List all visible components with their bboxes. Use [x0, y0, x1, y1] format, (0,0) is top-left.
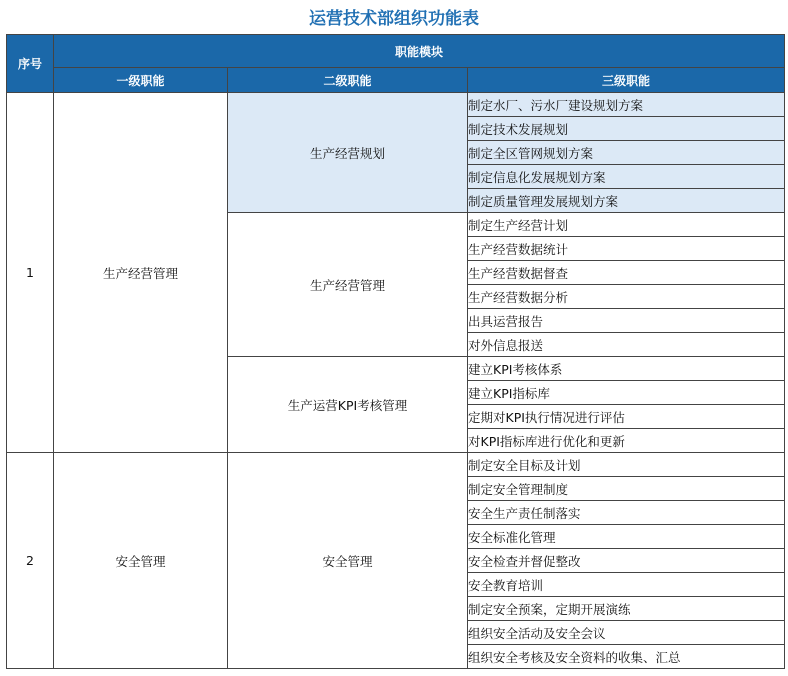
level3-cell: 对KPI指标库进行优化和更新 — [468, 429, 785, 453]
level3-cell: 制定水厂、污水厂建设规划方案 — [468, 93, 785, 117]
level3-cell: 安全检查并督促整改 — [468, 549, 785, 573]
level3-cell: 制定生产经营计划 — [468, 213, 785, 237]
level1-cell: 安全管理 — [54, 453, 228, 669]
level3-cell: 出具运营报告 — [468, 309, 785, 333]
level3-cell: 生产经营数据统计 — [468, 237, 785, 261]
level3-cell: 生产经营数据督查 — [468, 261, 785, 285]
level2-cell: 生产运营KPI考核管理 — [228, 357, 468, 453]
table-row — [7, 93, 785, 117]
seq-cell: 1 — [7, 93, 54, 453]
table-row — [7, 453, 785, 477]
header-level3: 三级职能 — [468, 68, 785, 93]
page-title: 运营技术部组织功能表 — [309, 9, 479, 29]
level3-cell: 制定技术发展规划 — [468, 117, 785, 141]
function-table — [6, 34, 785, 669]
level3-cell: 组织安全考核及安全资料的收集、汇总 — [468, 645, 785, 669]
level3-cell: 制定安全目标及计划 — [468, 453, 785, 477]
level3-cell: 制定安全管理制度 — [468, 477, 785, 501]
header-level2: 二级职能 — [228, 68, 468, 93]
level3-cell: 安全教育培训 — [468, 573, 785, 597]
level3-cell: 生产经营数据分析 — [468, 285, 785, 309]
level2-cell: 生产经营规划 — [228, 93, 468, 213]
level3-cell: 制定质量管理发展规划方案 — [468, 189, 785, 213]
level3-cell: 制定安全预案，定期开展演练 — [468, 597, 785, 621]
seq-cell: 2 — [7, 453, 54, 669]
level3-cell: 制定全区管网规划方案 — [468, 141, 785, 165]
level3-cell: 安全标准化管理 — [468, 525, 785, 549]
level3-cell: 对外信息报送 — [468, 333, 785, 357]
level3-cell: 定期对KPI执行情况进行评估 — [468, 405, 785, 429]
level2-cell: 安全管理 — [228, 453, 468, 669]
level3-cell: 安全生产责任制落实 — [468, 501, 785, 525]
level2-cell: 生产经营管理 — [228, 213, 468, 357]
header-level1: 一级职能 — [54, 68, 228, 93]
level1-cell: 生产经营管理 — [54, 93, 228, 453]
header-seq: 序号 — [7, 35, 54, 93]
level3-cell: 制定信息化发展规划方案 — [468, 165, 785, 189]
level3-cell: 建立KPI考核体系 — [468, 357, 785, 381]
level3-cell: 组织安全活动及安全会议 — [468, 621, 785, 645]
header-module: 职能模块 — [54, 35, 785, 68]
level3-cell: 建立KPI指标库 — [468, 381, 785, 405]
